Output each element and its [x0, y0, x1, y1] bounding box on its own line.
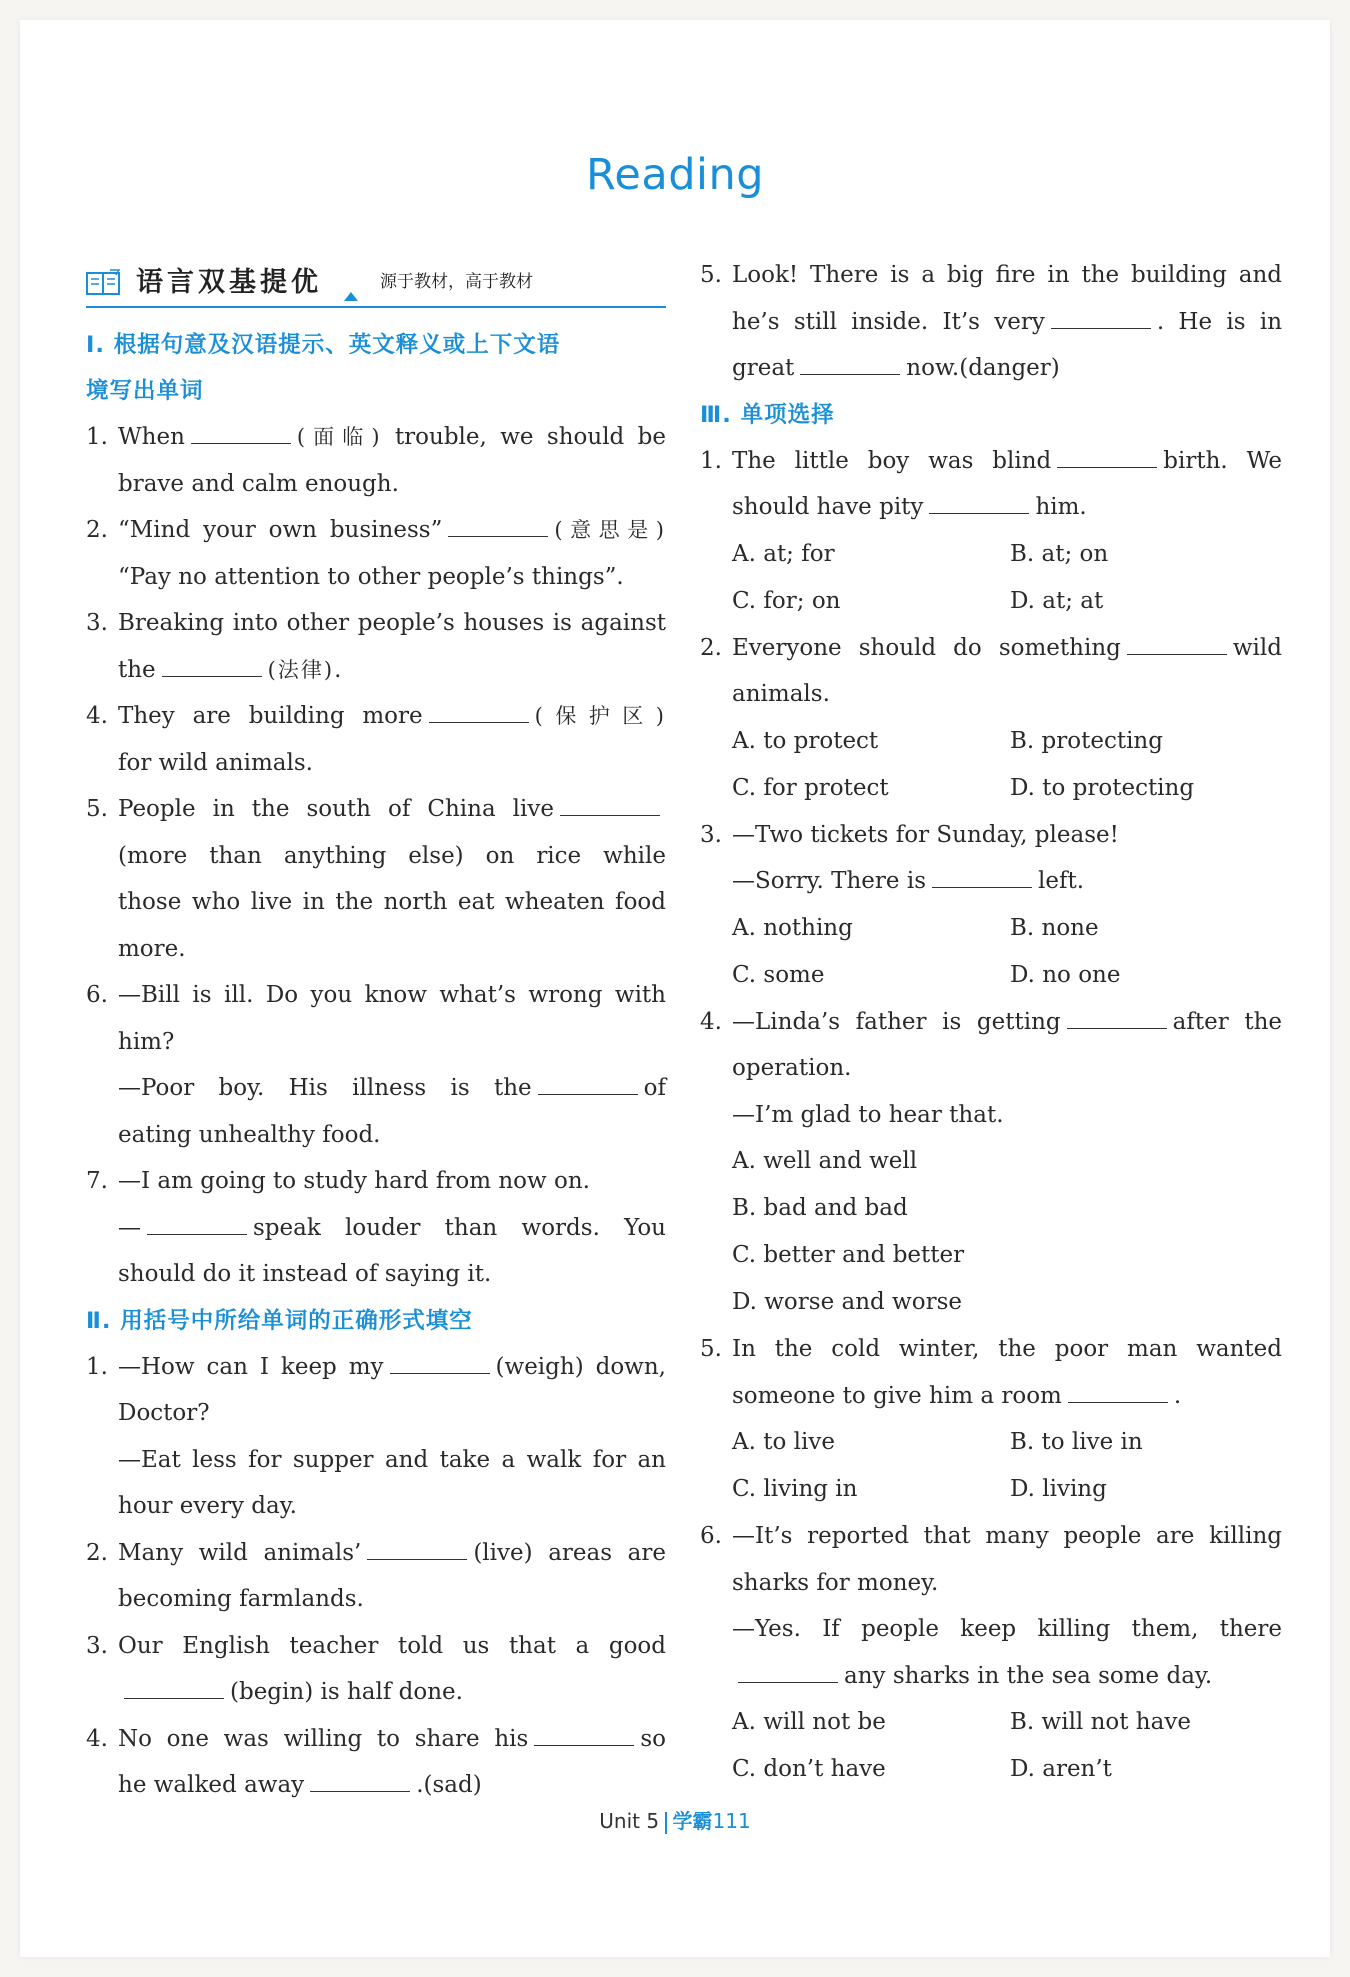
p1-question-7: 7. —I am going to study hard from now on. — speak louder than words. You should do it instead of saying it.	[86, 1168, 666, 1287]
part1-title: Ⅰ. 根据句意及汉语提示、英文释义或上下文语 境写出单词	[86, 332, 561, 404]
answer-blank[interactable]	[429, 702, 529, 723]
answer-blank[interactable]	[124, 1678, 224, 1699]
answer-blank[interactable]	[310, 1771, 410, 1792]
page-number: 111	[712, 1809, 751, 1833]
p3-question-3: 3. —Two tickets for Sunday, please! —Sorry. There is left. A. nothing B. none C. some D. no one	[700, 812, 1282, 999]
part3-title: Ⅲ. 单项选择	[700, 401, 835, 428]
option-c[interactable]: C. better and better	[732, 1242, 965, 1268]
option-c[interactable]: C. some	[732, 961, 825, 988]
p2-question-5: 5. Look! There is a big fire in the building and he’s still inside. It’s very . He is in great now.(danger)	[700, 262, 1283, 381]
page-title: Reading	[585, 150, 765, 200]
p1-question-6: 6. —Bill is ill. Do you know what’s wrong with him? —Poor boy. His illness is the of eating unhealthy food.	[86, 982, 666, 1148]
p2-question-1: 1. —How can I keep my (weigh) down, Doctor? —Eat less for supper and take a walk for an hour every day.	[86, 1353, 666, 1519]
section-name: 语言双基提优	[136, 266, 322, 298]
p3-question-4: 4. —Linda’s father is getting after the operation. —I’m glad to hear that. A. well and well B. bad and bad C. better and better D. worse and worse	[700, 999, 1282, 1327]
option-d[interactable]: D. at; at	[1010, 587, 1104, 614]
p1-question-2: 2. “Mind your own business” (意思是) “Pay no attention to other people’s things”.	[86, 517, 666, 590]
answer-blank[interactable]	[147, 1214, 247, 1235]
option-d[interactable]: D. to protecting	[1010, 774, 1195, 801]
answer-blank[interactable]	[560, 795, 660, 816]
p2-question-3: 3. Our English teacher told us that a good (begin) is half done.	[86, 1632, 666, 1705]
option-b[interactable]: B. at; on	[1010, 540, 1109, 567]
option-b[interactable]: B. bad and bad	[732, 1195, 908, 1221]
footer-divider	[665, 1812, 667, 1834]
option-a[interactable]: A. at; for	[732, 540, 835, 567]
unit-label: Unit 5	[599, 1809, 660, 1833]
worksheet-page	[20, 20, 1330, 1957]
right-column	[700, 252, 1282, 1793]
answer-blank[interactable]	[538, 1074, 638, 1095]
option-d[interactable]: D. living	[1010, 1476, 1107, 1502]
option-b[interactable]: B. protecting	[1010, 727, 1163, 754]
section-tagline: 源于教材，高于教材	[380, 271, 533, 292]
option-d[interactable]: D. no one	[1010, 961, 1121, 988]
option-c[interactable]: C. living in	[732, 1476, 858, 1502]
answer-blank[interactable]	[1127, 634, 1227, 655]
open-book-icon	[86, 269, 120, 295]
answer-blank[interactable]	[367, 1539, 467, 1560]
left-column	[86, 252, 666, 1809]
section-header	[86, 252, 666, 308]
p3-question-5: 5. In the cold winter, the poor man wanted someone to give him a room . A. to live B. to live in C. living in D. living	[700, 1326, 1282, 1513]
answer-blank[interactable]	[448, 516, 548, 537]
answer-blank[interactable]	[932, 867, 1032, 888]
p1-question-1: 1. When (面临) trouble, we should be brave and calm enough.	[86, 424, 667, 497]
answer-blank[interactable]	[738, 1662, 838, 1683]
answer-blank[interactable]	[1068, 1382, 1168, 1403]
answer-blank[interactable]	[929, 493, 1029, 514]
answer-blank[interactable]	[800, 354, 900, 375]
part2-title: Ⅱ. 用括号中所给单词的正确形式填空	[86, 1307, 473, 1334]
answer-blank[interactable]	[162, 656, 262, 677]
p3-question-1: 1. The little boy was blind birth. We should have pity him. A. at; for B. at; on C. for; on D. at; at	[700, 438, 1282, 625]
p1-question-4: 4. They are building more (保护区) for wild animals.	[86, 703, 666, 776]
page-footer	[20, 1805, 1330, 1834]
option-b[interactable]: B. to live in	[1010, 1429, 1143, 1455]
answer-blank[interactable]	[390, 1353, 490, 1374]
option-b[interactable]: B. will not have	[1010, 1709, 1191, 1735]
option-c[interactable]: C. don’t have	[732, 1756, 886, 1782]
answer-blank[interactable]	[1057, 447, 1157, 468]
option-c[interactable]: C. for; on	[732, 587, 841, 614]
p3-question-6: 6. —It’s reported that many people are killing sharks for money. —Yes. If people keep killing them, there any sharks in the sea some day. A. will not be B. will not have C. don’t have D. aren’t	[700, 1513, 1282, 1793]
answer-blank[interactable]	[1051, 308, 1151, 329]
option-a[interactable]: A. will not be	[732, 1709, 886, 1735]
p2-question-4: 4. No one was willing to share his so he walked away .(sad)	[86, 1725, 666, 1798]
option-b[interactable]: B. none	[1010, 914, 1099, 941]
option-a[interactable]: A. nothing	[732, 914, 853, 941]
option-d[interactable]: D. worse and worse	[732, 1289, 962, 1315]
answer-blank[interactable]	[1067, 1008, 1167, 1029]
option-a[interactable]: A. to live	[732, 1429, 835, 1455]
answer-blank[interactable]	[534, 1725, 634, 1746]
p1-question-3: 3. Breaking into other people’s houses is against the (法律).	[86, 610, 666, 683]
brand-label: 学霸	[672, 1809, 713, 1833]
option-c[interactable]: C. for protect	[732, 774, 889, 801]
option-d[interactable]: D. aren’t	[1010, 1756, 1112, 1782]
p2-question-2: 2. Many wild animals’ (live) areas are becoming farmlands.	[86, 1539, 666, 1612]
option-a[interactable]: A. to protect	[732, 727, 879, 754]
answer-blank[interactable]	[191, 423, 291, 444]
option-a[interactable]: A. well and well	[732, 1148, 918, 1174]
p1-question-5: 5. People in the south of China live (more than anything else) on rice while those who live in the north eat wheaten food more.	[86, 796, 666, 962]
triangle-marker-icon	[344, 292, 358, 301]
p3-question-2: 2. Everyone should do something wild animals. A. to protect B. protecting C. for protect D. to protecting	[700, 625, 1282, 812]
